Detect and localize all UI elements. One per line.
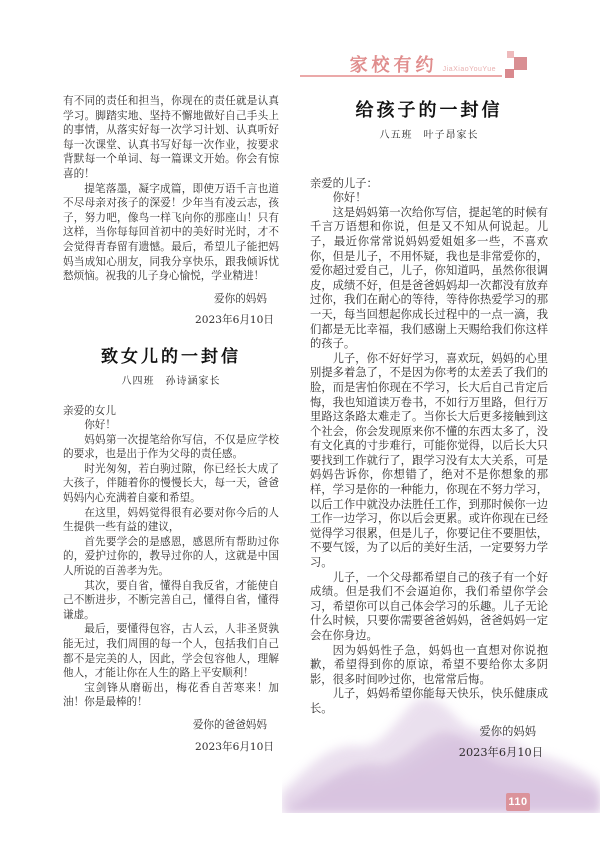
letter2-signature: 爱你的爸爸妈妈 — [192, 718, 267, 731]
letter3-salutation: 亲爱的儿子： — [310, 176, 378, 190]
letter3-signature: 爱你的妈妈 — [479, 724, 536, 738]
letter-paragraph: 儿子，妈妈希望你能每天快乐，快乐健康成长。 — [310, 687, 548, 715]
letter-paragraph: 其次，要自省，懂得自我反省，才能使自己不断进步，不断完善自己，懂得自省，懂得谦虚。 — [63, 579, 279, 621]
letter-paragraph: 时光匆匆，若白驹过隙，你已经长大成了大孩子，伴随着你的慢慢长大，每一天，爸爸妈妈内心充满着自豪和希望。 — [63, 462, 279, 505]
letter2-date: 2023年6月10日 — [195, 740, 274, 753]
letter2-title: 致女儿的一封信 — [101, 346, 241, 367]
letter-paragraph: 因为妈妈性子急，妈妈也一直想对你说抱歉，希望得到你的原谅，希望不要给你太多阴影，很多时间吵过你，也常常后悔。 — [310, 643, 548, 686]
letter-paragraph: 最后，要懂得包容，古人云，人非圣贤孰能无过，我们周围的每一个人，包括我们自己都不是完美的人，因此，学会包容他人，理解他人，才能让你在人生的路上平安顺利！ — [63, 623, 279, 680]
pixel-square-small — [505, 69, 514, 78]
letter2-paragraphs — [63, 433, 279, 710]
letter-paragraph: 儿子，你不好好学习，喜欢玩，妈妈的心里别提多着急了，不是因为你考的太差丢了我们的脸，而是害怕你现在不学习，长大后自己肯定后悔，我也知道读万卷书，不如行万里路，但行万里路这条路太难走了。当你长大后更多接触到这个社会，你会发现原来你不懂的东西太多了，没有文化真的寸步难行，可能你觉得，以后长大只要找到工作就行了，跟学习没有太大关系，可是妈妈告诉你，你想错了，绝对不是你想象的那样，学习是你的一种能力，你现在不努力学习，以后工作中就没办法胜任工作，到那时候你一边工作一边学习，你以后会更累。或许你现在已经觉得学习很累，但是儿子，你要记住不要胆怯，不要气馁，为了以后的美好生活，一定要努力学习。 — [310, 351, 548, 570]
section-title: 家校有约 — [349, 55, 438, 75]
letter-paragraph: 首先要学会的是感恩，感恩所有帮助过你的，爱护过你的，教导过你的人，这就是中国人所说的百善孝为先。 — [63, 535, 279, 578]
pixel-squares-icon — [504, 50, 530, 80]
letter-paragraph: 儿子，一个父母都希望自己的孩子有一个好成绩。但是我们不会逼迫你，我们希望你学会习，希望你可以自己体会学习的乐趣。儿子无论什么时候，只要你需要爸爸妈妈，爸爸妈妈一定会在你身边。 — [310, 570, 548, 642]
right-column — [310, 100, 548, 761]
letter2-salutation: 亲爱的女儿 — [63, 404, 116, 417]
letter3-byline: 八五班 叶子昂家长 — [379, 130, 479, 141]
pixel-square-large — [514, 57, 527, 70]
letter2-byline: 八四班 孙诗涵家长 — [121, 375, 221, 387]
letter3-body — [310, 177, 548, 761]
letter3-greeting: 你好！ — [332, 191, 367, 205]
letter3-title: 给孩子的一封信 — [355, 100, 503, 121]
letter2-greeting: 你好！ — [84, 419, 116, 432]
letter-paragraph: 有不同的责任和担当，你现在的责任就是认真学习。脚踏实地、坚持不懈地做好自己手头上的事情，从落实好每一次学习计划、认真听好每一次课堂、认真书写好每一次作业，按要求背默每一个单词、每一篇课文开始。你会有惊喜的！ — [63, 95, 279, 180]
section-title-block — [350, 51, 496, 77]
letter-paragraph: 这是妈妈第一次给你写信，提起笔的时候有千言万语想和你说，但是又不知从何说起。儿子，最近你常常说妈妈爱姐姐多一些，不喜欢你，但是儿子，不用怀疑，我也是非常爱你的，爱你超过爱自己，儿子，你知道吗，虽然你很调皮，成绩不好，但是爸爸妈妈却一次都没有放弃过你，我们在耐心的等待，等待你热爱学习的那一天，每当回想起你成长过程中的一点一滴，我们都是无比幸福，我们感谢上天赐给我们你这样的孩子。 — [310, 205, 548, 351]
letter1-date: 2023年6月10日 — [195, 314, 274, 327]
letter3-paragraphs — [310, 206, 548, 717]
letter1-signature: 爱你的妈妈 — [214, 292, 267, 305]
letter-paragraph: 在这里，妈妈觉得很有必要对你今后的人生提供一些有益的建议， — [63, 506, 279, 534]
letter-paragraph: 宝剑锋从磨砺出，梅花香自苦寒来！加油！你是最棒的！ — [63, 681, 279, 709]
letter-paragraph: 妈妈第一次提笔给你写信，不仅是应学校的要求，也是出于作为父母的责任感。 — [63, 433, 279, 461]
letter2-body — [63, 404, 279, 755]
letter-paragraph: 提笔落墨，凝字成篇，即使万语千言也道不尽母亲对孩子的深爱！少年当有凌云志，孩子，努力吧，像鸟一样飞向你的那座山！只有这样，当你每每回首初中的美好时光时，才不会觉得青春留有遗憾。最后，希望儿子能把妈妈当成知心朋友，同我分享快乐，跟我倾诉忧愁烦恼。祝我的儿子身心愉悦，学业精进！ — [63, 182, 279, 283]
page-header — [300, 50, 548, 80]
left-column — [63, 94, 279, 754]
letter3-date: 2023年6月10日 — [458, 746, 543, 760]
section-title-pinyin: JiaXiaoYouYue — [442, 66, 496, 73]
page-number-badge: 110 — [506, 793, 530, 811]
pixel-square-light — [507, 51, 514, 58]
letter-continuation-body — [63, 94, 279, 284]
